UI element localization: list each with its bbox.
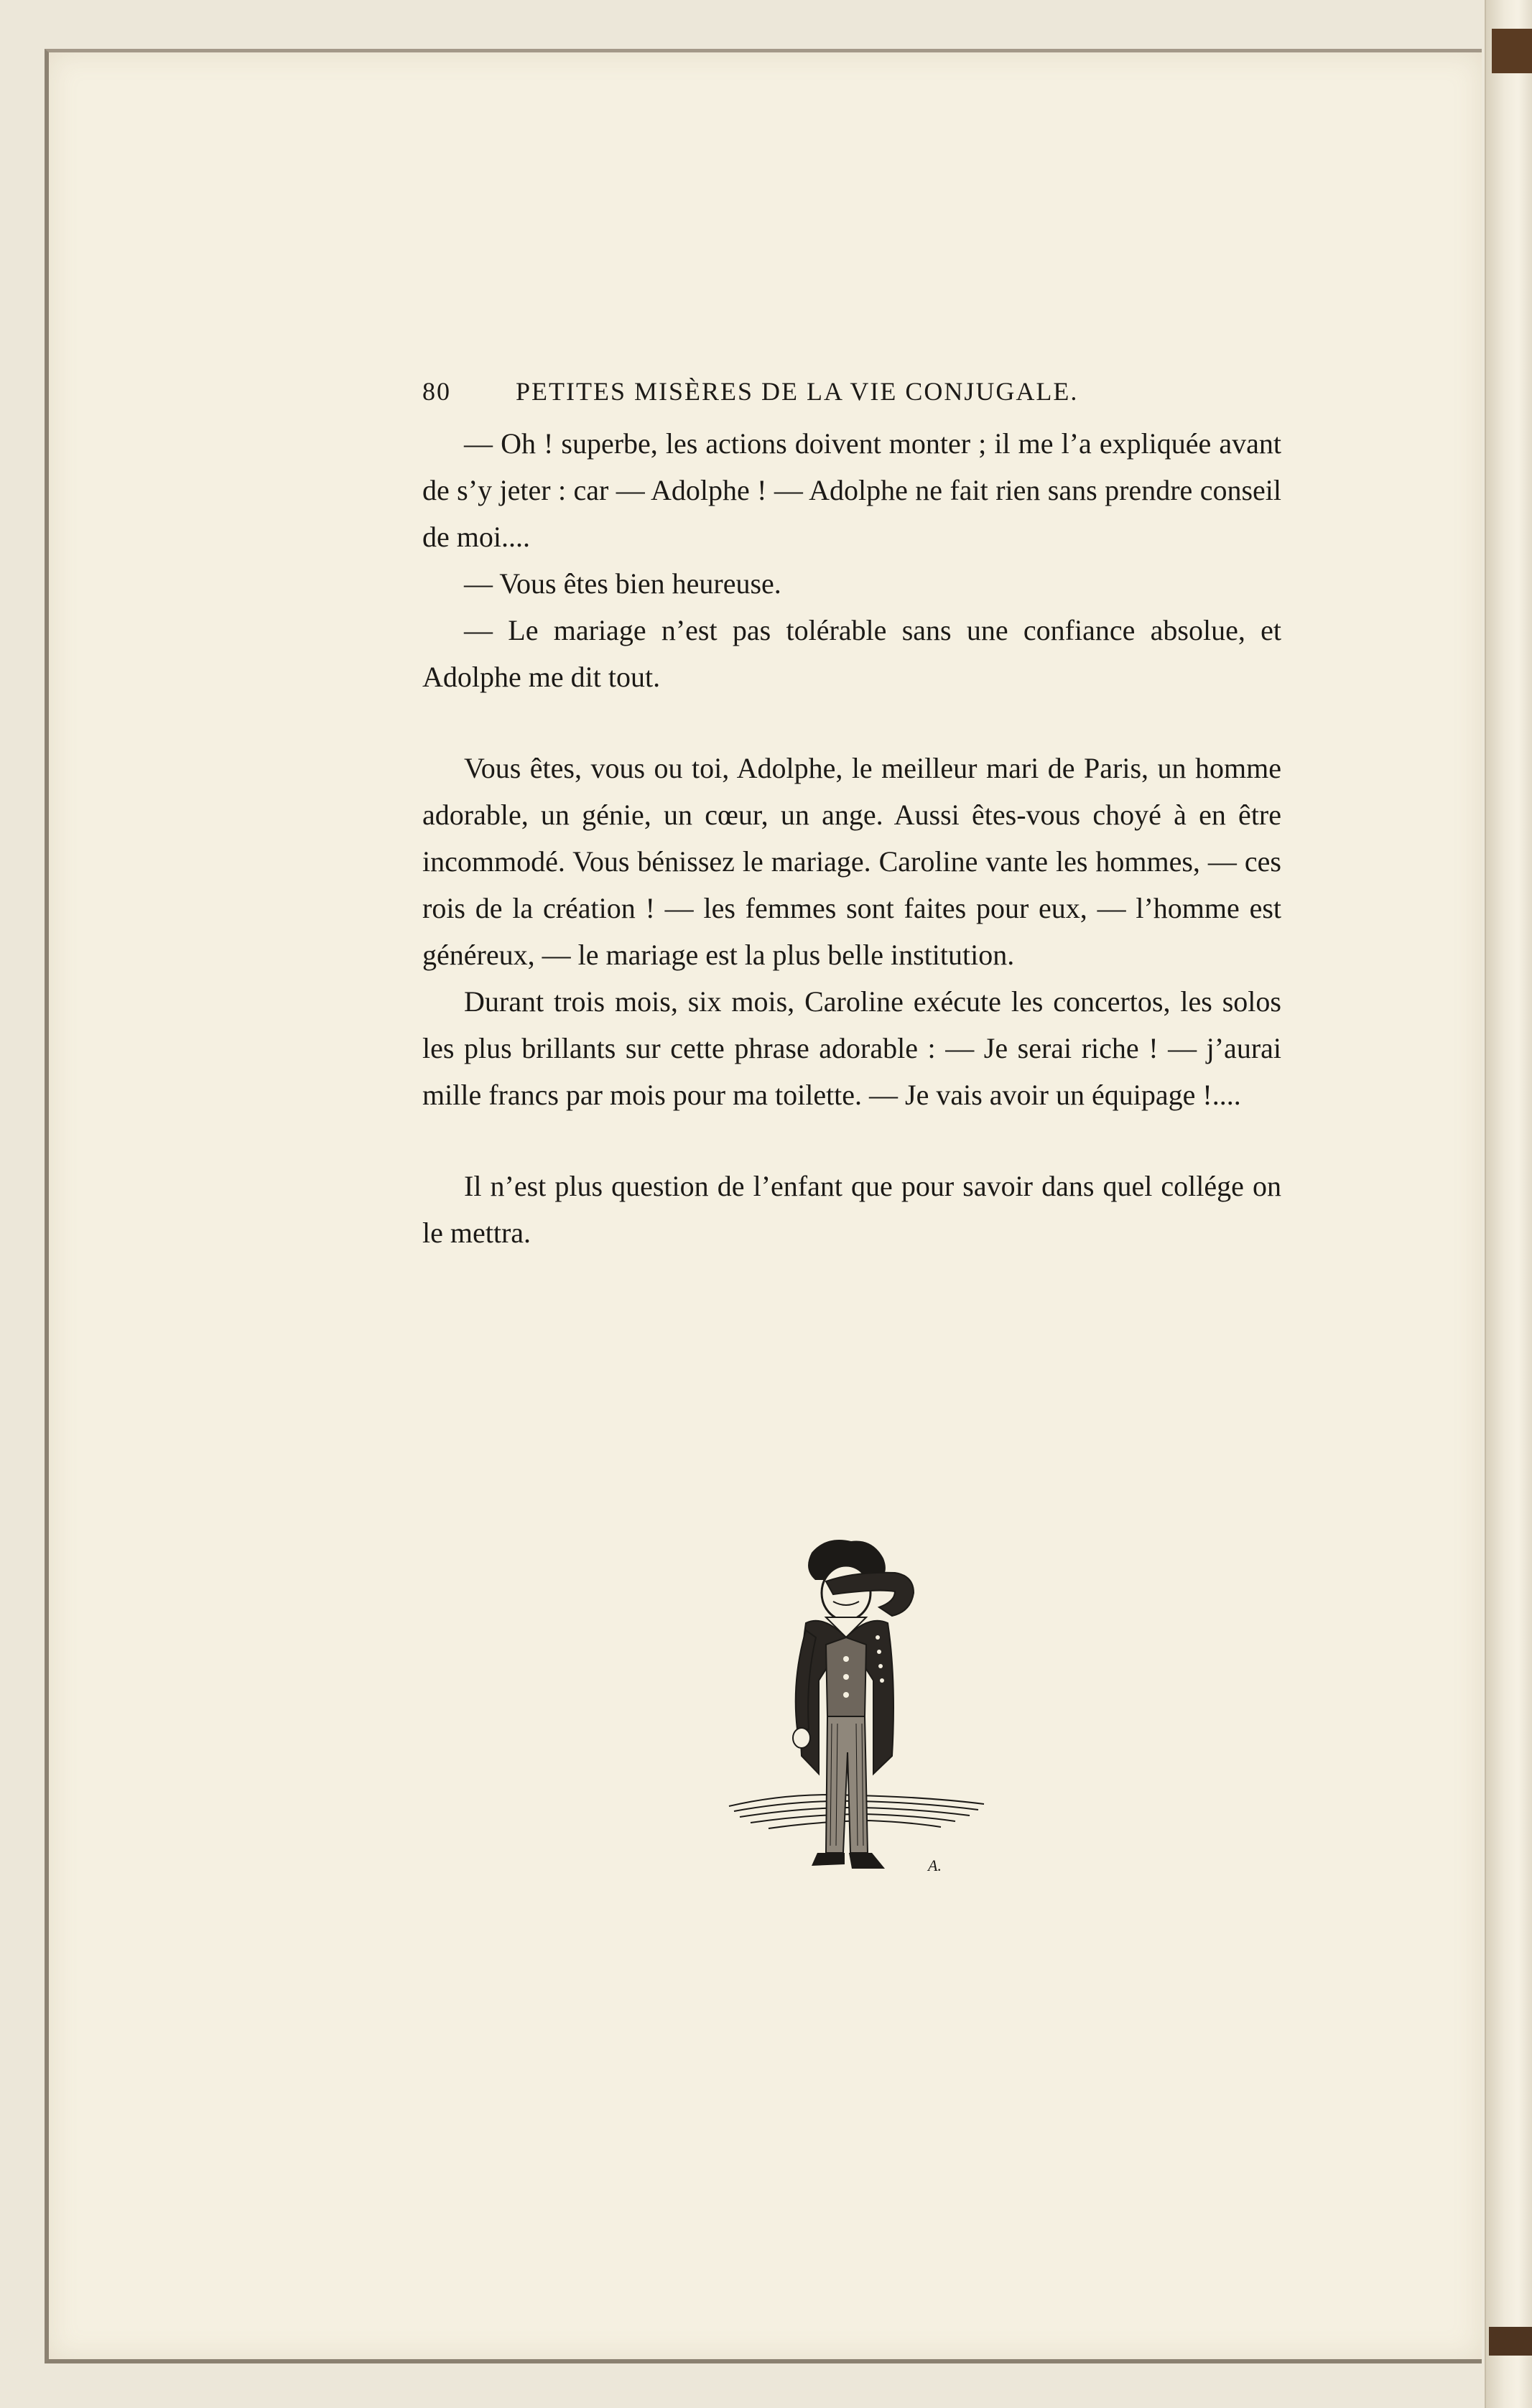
artist-signature: A. (928, 1856, 942, 1874)
page-text (422, 363, 1281, 1256)
running-title: PETITES MISÈRES DE LA VIE CONJUGALE. (516, 377, 1079, 406)
paragraph: Vous êtes, vous ou toi, Adolphe, le meilleur mari de Paris, un homme adorable, un génie, un cœur, un ange. Aussi êtes-vous choyé à en être incommodé. Vous bénissez le mariage. Caroline vante les hommes, — ces rois de la création ! — les femmes sont faites pour eux, — l’homme est généreux, — le mariage est la plus belle institution. (422, 752, 1281, 971)
running-header (422, 363, 1281, 420)
binding-mark (1492, 29, 1532, 73)
page-stack-edge (1485, 0, 1532, 2408)
paragraph: — Le mariage n’est pas tolérable sans une confiance absolue, et Adolphe me dit tout. (422, 614, 1281, 693)
paragraph: — Vous êtes bien heureuse. (464, 567, 781, 600)
binding-mark (1489, 2327, 1532, 2356)
paragraph: — Oh ! superbe, les actions doivent monter ; il me l’a expliquée avant de s’y jeter : car — Adolphe ! — Adolphe ne fait rien sans prendre conseil de moi.... (422, 427, 1281, 553)
section-gap (422, 700, 1281, 745)
paragraph: Il n’est plus question de l’enfant que pour savoir dans quel collége on le mettra. (422, 1170, 1281, 1249)
boy-illustration-icon (725, 1537, 991, 1885)
section-gap (422, 1118, 1281, 1163)
page-number: 80 (422, 377, 451, 406)
paragraph: Durant trois mois, six mois, Caroline exécute les concertos, les solos les plus brillants sur cette phrase adorable : — Je serai riche ! — j’aurai mille francs par mois pour ma toilette. — Je vais avoir un équipage !.... (422, 985, 1281, 1111)
